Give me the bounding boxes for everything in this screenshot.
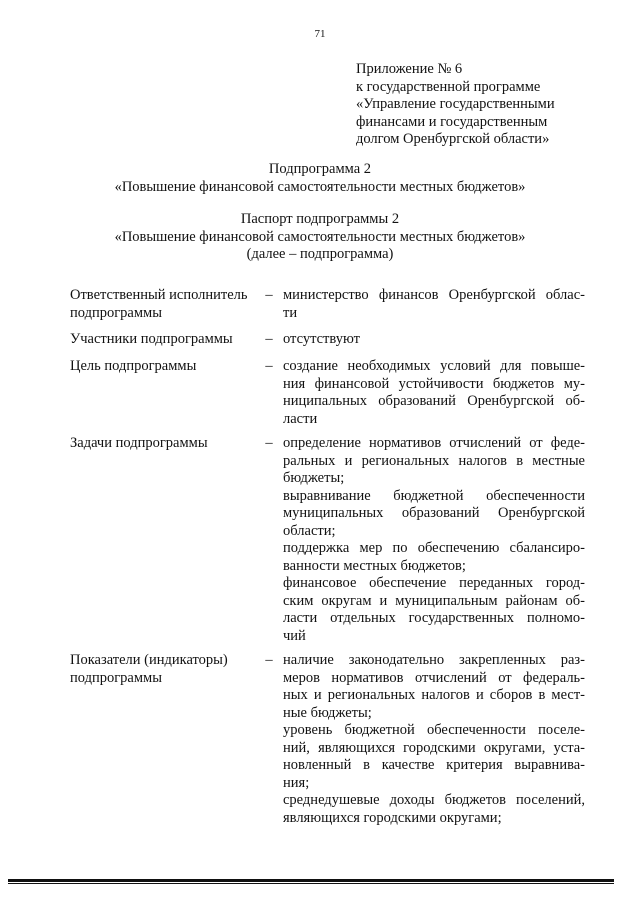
row-value-line: области; [283,522,336,539]
row-value-line: ниципальных образований Оренбургской об- [283,393,585,409]
row-label [70,435,260,453]
row-value-line: ния; [283,774,310,791]
appendix-line: долгом Оренбургской области» [356,131,550,147]
passport-title: Паспорт подпрограммы 2 [240,211,400,227]
row-value [283,652,585,827]
subprogram-name: «Повышение финансовой самостоятельности местных бюджетов» [114,178,526,195]
row-value-line: ных и региональных налогов и сборов в мест- [283,687,585,703]
row-value [283,358,585,428]
row-label [70,287,260,322]
row-value-line: чий [283,627,306,644]
row-dash: – [265,331,273,347]
row-value-line: финансовое обеспечение переданных город- [283,575,585,591]
row-value-line: наличие законодательно закрепленных раз- [283,652,585,668]
row-value-line: ральных и региональных налогов в местные [283,452,585,469]
row-label-line: подпрограммы [70,669,162,686]
row-value-line: меров нормативов отчислений от федераль- [283,669,585,686]
row-value-line: являющихся городскими округами; [283,809,502,826]
row-value-line: ванности местных бюджетов; [283,557,466,574]
subprogram-title: Подпрограмма 2 [268,161,372,177]
appendix-note [356,61,626,149]
row-label-line: подпрограммы [70,304,162,321]
row-value-line: определение нормативов отчислений от феде- [283,435,585,451]
row-value-line: создание необходимых условий для повыше- [283,358,585,374]
appendix-line: Приложение № 6 [356,61,463,77]
row-value-line: уровень бюджетной обеспеченности поселе- [283,722,585,738]
row-value-line: ти [283,304,298,321]
appendix-line: к государственной программе [356,78,541,95]
row-value-line: среднедушевые доходы бюджетов поселений, [283,792,585,808]
row-value-line: новленный в качестве критерия выравнива- [283,757,585,773]
row-dash: – [265,435,273,451]
row-value [283,435,585,645]
row-value-line: отсутствуют [283,331,360,347]
row-label-line: Цель подпрограммы [70,358,197,374]
row-dash: – [265,358,273,374]
passport-note: (далее – подпрограмма) [246,246,394,262]
row-value-line: ским округам и муниципальным районам об- [283,592,585,609]
passport-heading [0,211,640,264]
row-label-line: Показатели (индикаторы) [70,652,228,668]
row-label-line: Участники подпрограммы [70,331,233,347]
row-label [70,358,260,376]
row-value-line: поддержка мер по обеспечению сбалансиро- [283,540,585,556]
row-label [70,652,260,687]
row-label [70,331,260,349]
row-value-line: ний, являющихся городскими округами, уста- [283,739,585,756]
row-value-line: министерство финансов Оренбургской облас- [283,287,585,303]
footer-divider-thin [8,883,614,884]
row-label-line: Задачи подпрограммы [70,435,208,451]
row-value-line: ласти отдельных государственных полномо- [283,610,585,626]
row-value-line: муниципальных образований Оренбургской [283,505,585,521]
footer-divider [8,879,614,882]
row-value-line: ные бюджеты; [283,704,372,721]
row-dash: – [265,287,273,303]
row-value-line: ласти [283,410,318,427]
appendix-line: финансами и государственным [356,113,548,130]
passport-name: «Повышение финансовой самостоятельности местных бюджетов» [114,228,526,245]
row-value-line: выравнивание бюджетной обеспеченности [283,487,585,504]
row-label-line: Ответственный исполнитель [70,287,248,303]
appendix-line: «Управление государственными [356,96,555,112]
row-dash: – [265,652,273,668]
subprogram-heading [0,161,640,196]
row-value-line: бюджеты; [283,470,345,486]
row-value [283,331,585,349]
row-value-line: ния финансовой устойчивости бюджетов му- [283,375,585,392]
page-number: 71 [314,28,326,40]
row-value [283,287,585,322]
